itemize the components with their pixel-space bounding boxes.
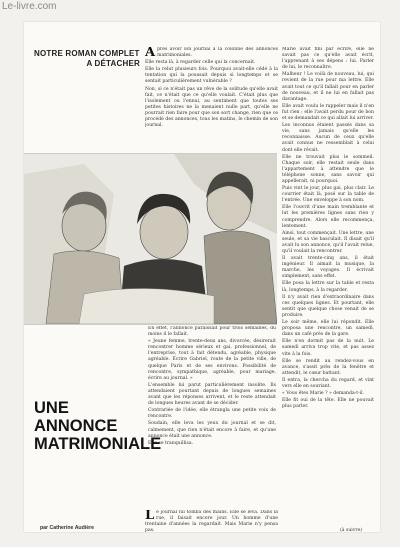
- article-column-mid-left: [148, 326, 276, 446]
- article-column-right: [282, 47, 374, 525]
- paragraph: Elle resta là, à regarder celle qui la concernait.: [145, 60, 256, 66]
- paragraph: Elle fit oui de la tête. Elle ne pouvait plus parler.: [282, 398, 374, 410]
- story-illustration: [24, 153, 277, 325]
- paragraph: Non, si ce n'était pas un rêve de la solitude qu'elle avait fait, ce n'était que ce qu'elle voulait. C'était plus que l'isolement ou l'ennui, au sentiment que toutes ses petites histoires ne la menaient nulle part, qu'elle ne pourrait rien faire pour que son sort change, rien que ce procédé des annonces, tous les matins, le chemin de son journal.: [145, 86, 278, 129]
- paragraph: Elle la relut plusieurs fois. Pourquoi avait-elle cédé à la tentation qui la poussait depuis si longtemps et se sentait particulièrement vulnérable ?: [145, 67, 278, 85]
- story-headline: [34, 399, 162, 453]
- paragraph: « Vous êtes Marie ? » demanda-t-il.: [282, 391, 365, 397]
- drop-cap: A: [145, 47, 156, 60]
- paragraph: Elle n'en dormit pas de la nuit. Le samedi arriva trop vite, et pas assez vite à la fois.: [282, 339, 374, 357]
- paragraph: Marie avait fini par écrire, elle ne savait pas ce qu'elle avait écrit, l'apprenant à ses dépens : lui. Parler de lui, le reconnaître.: [282, 47, 374, 71]
- paragraph: Il n'y avait rien d'extraordinaire dans ces quelques lignes. Et pourtant, elle sentit que quelque chose venait de se produire.: [282, 294, 374, 318]
- headline-line-1: UNE: [34, 399, 69, 417]
- author-byline: par Catherine Audière: [40, 525, 95, 531]
- headline-line-3: MATRIMONIALE: [34, 435, 162, 453]
- paragraph: Le soir même, elle lui répondit. Elle proposa une rencontre, un samedi, dans un café près de la gare.: [282, 320, 374, 338]
- watermark-site-logo: Le-livre.com: [2, 1, 57, 12]
- paragraph: Le journal lui tomba des mains. Elle se leva. Dans la rue, il faisait encore jour. Un homme d'une trentaine d'années la regardait. Mais Marie n'y pensa pas.: [145, 510, 278, 534]
- article-column-top-left: [145, 47, 278, 147]
- paragraph: Elle se tranquillisa.: [148, 440, 194, 446]
- paragraph: Elle se rendit au rendez-vous en avance, s'assit près de la fenêtre et attendit, le cœur battant.: [282, 358, 374, 376]
- article-column-bottom-left: [145, 510, 278, 535]
- paragraph: Puis vint le jour, plus gai, plus clair. Le courrier était là, posé sur la table de l'entrée. Une enveloppe à son nom.: [282, 186, 374, 204]
- headline-line-2: ANNONCE: [34, 417, 118, 435]
- kicker-line-2: A DÉTACHER: [86, 59, 140, 68]
- paragraph: Elle l'ouvrit d'une main tremblante et lut les premières lignes sans rien y comprendre. Alors elle recommença, lentement.: [282, 205, 374, 229]
- paragraph: Elle ne trouvait plus le sommeil. Chaque soir, elle restait seule dans l'appartement à attendre que le téléphone sonne, sans savoir qui appellerait, ni pourquoi.: [282, 154, 374, 184]
- paragraph: Malheur ! Le voilà de nouveau, lui, qui revient de la rue pour ma lettre. Elle avait tout ce qu'il fallait pour en parler de nouveau, et il ne lui en fallait pas davantage.: [282, 72, 374, 102]
- paragraph: « Jeune femme, trente-deux ans, divorcée, désirerait rencontrer homme sérieux et gai, professionnel, de l'entreprise, tout à fait détendu, agréable, physique agréable. Écrire Gabriel, route de la petite ville, de quelque Paris et de ses environs. Possibilité de rencontre, sympathique, agréable, pour mariage, écrire au journal. »: [148, 339, 276, 381]
- section-kicker: [34, 49, 144, 69]
- illustration-drawing: [24, 154, 277, 324]
- to-be-continued: (à suivre): [340, 528, 363, 533]
- paragraph: Elle posa la lettre sur la table et resta là, longtemps, à la regarder.: [282, 281, 374, 293]
- paragraph: Les inconnus étaient passés dans sa vie, sans jamais qu'elle les reconnaisse. Aucun de ceux qu'elle avait connus ne ressemblait à celui dont elle rêvait.: [282, 123, 374, 153]
- paragraph: En effet, l'annonce paraissait pour trois semaines, du moins il le fallait.: [148, 326, 276, 338]
- paragraph: Après avoir lon journal à la colonne des annonces matrimoniales.: [145, 47, 278, 60]
- kicker-line-1: NOTRE ROMAN COMPLET: [34, 49, 140, 58]
- paragraph: Contrariée de l'idée, elle étrangla une petite voix de rencontre.: [148, 408, 276, 420]
- paragraph: L'ensemble lui parut particulièrement insolite. Ils attendaient pourtant depuis de longues semaines avant que les réponses arrivent, et le reste attendait de longues heures avant de se décider.: [148, 382, 276, 407]
- paragraph: Il avait trente-cinq ans, il était ingénieur. Il aimait la musique, la marche, les voyages. Il écrivait simplement, sans effet.: [282, 256, 374, 280]
- drop-cap: L: [145, 510, 155, 523]
- paragraph: Ainsi, tout commençait. Une lettre, une seule, et sa vie basculait. Il disait qu'il avait lu son annonce, qu'il l'avait relue, qu'il voulait la rencontrer.: [282, 230, 374, 254]
- paragraph: Soudain, elle leva les yeux du journal et se dit, calmement, que rien n'était encore à faire, et qu'une annonce était une annonce.: [148, 421, 276, 439]
- paragraph: Il entra, la chercha du regard, et vint vers elle en souriant.: [282, 377, 374, 389]
- paragraph: Elle avait voulu le rappeler mais il n'en fut rien : elle l'avait perdu pour de bon et se demandait ce qui allait lui arriver.: [282, 103, 374, 122]
